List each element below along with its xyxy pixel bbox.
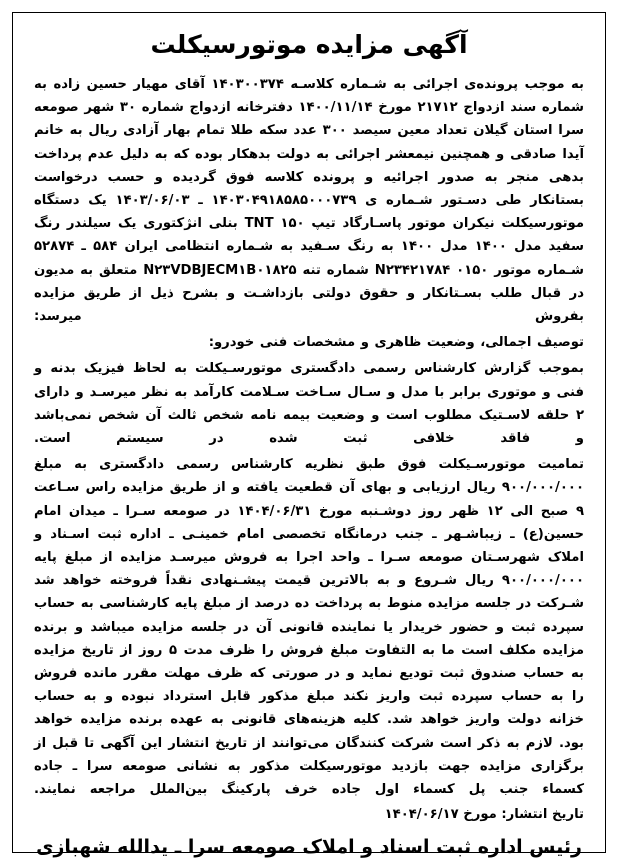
- paragraph-description-heading: توصیف اجمالی، وضعیت ظاهری و مشخصات فنی خودرو:: [208, 335, 584, 351]
- paragraph-technical-condition: بموجب گزارش کارشناس رسمی دادگستری موتورسـیکلت به لحاظ فیزیک بدنه و فنی و موتوری برابر با مدل و سـال سـاخت سـلامت کارآمد به نظر میرسـد و دارای ۲ حلقه لاسـتیک مطلوب است و وضعیت بیمه نامه شخص ثالث آن شخص نمی‌باشد و فاقد خلافی ثبت شده در سیستم است.: [34, 361, 584, 447]
- notice-body: [34, 73, 584, 801]
- paragraph-case-details: به موجب پرونده‌ی اجرائی به شـماره کلاسـه ۱۴۰۳۰۰۳۷۴ آقای مهیار حسین زاده به شماره سند ازدواج ۲۱۷۱۲ مورخ ۱۴۰۰/۱۱/۱۴ دفترخانه ازدواج شماره ۳۰ شهر صومعه سرا استان گیلان تعداد معین سیصد ۳۰۰ عدد سکه طلا تمام بهار آزادی ریال به خانم آیدا صادقی و همچنین نیمعشر اجرائی به دولت بدهکار بوده که به دلیل عدم پرداخت بدهی منجر به صدور اجرائیه و پرونده کلاسه فوق گردیده و حسب درخواست بستانکار طی دسـتور شـماره ی ۱۴۰۳۰۴۹۱۸۵۸۵۰۰۰۷۳۹ ـ ۱۴۰۳/۰۶/۰۳ یک دستگاه موتورسیکلت نیکران موتور پاسـارگاد تیپ TNT ۱۵۰ بنلی انژکتوری یک سیلندر رنگ سفید مدل ۱۴۰۰ مدل ۱۴۰۰ به رنگ سـفید به شـماره انتظامی ایران ۵۸۴ ـ ۵۲۸۷۴ شـماره موتور N۲۳۴۲۱۷۸۴ ۰۱۵۰ شماره تنه N۲۳VDBJECM۱B۰۱۸۲۵ متعلق به مدیون در قبال طلب بسـتانکار و حقوق دولتی بازداشـت و بشرح ذیل از طریق مزایده بفروش میرسد:: [34, 77, 585, 325]
- paragraph-auction-terms: تمامیت موتورسـیکلت فوق طبق نظریه کارشناس رسمی دادگستری به مبلغ ۹۰۰/۰۰۰/۰۰۰ ریال ارزیابی و بهای آن قطعیت یافته و از طریق مزایده راس سـاعت ۹ صبح الی ۱۲ ظهر روز دوشـنبه مورخ ۱۴۰۴/۰۶/۳۱ در صومعه سـرا ـ میدان امام حسین(ع) ـ زیباشـهر ـ جنب درمانگاه تخصصی امام خمینـی ـ اداره ثبت اسـناد و املاک شهرسـتان صومعه سـرا ـ واحد اجرا به فروش میرسـد مزایده از مبلغ پایه ۹۰۰/۰۰۰/۰۰۰ ریال شـروع و به بالاترین قیمت پیشـنهادی نقداً فروخته خواهد شد شـرکت در جلسه مزایده منوط به پرداخت ده درصد از مبلغ پایه کارشناسی به حساب سپرده ثبت و حضور خریدار یا نماینده قانونی آن در جلسه مزایده میباشد و برنده مزایده مکلف است ما به التفاوت مبلغ فروش را ظرف مدت ۵ روز از تاریخ مزایده به حساب صندوق ثبت تودیع نماید و در صورتی که ظرف مهلت مقرر مانده فروش را به حساب سپرده ثبت واریز نکند مبلغ مذکور قابل استرداد نبوده و به حساب خزانه دولت واریز خواهد شد. کلیه هزینه‌های قانونی به عهده برنده مزایده خواهد بود. لازم به ذکر است شرکت کنندگان می‌توانند از تاریخ انتشار این آگهی تا قبل از برگزاری مزایده جهت بازدید موتورسیکلت مذکور به نشانی صومعه سرا ـ جاده کسماء جنب پل کسماء اول جاده خرف پارکینگ بین‌الملل مراجعه نمایند.: [34, 457, 584, 798]
- document-content: [26, 24, 592, 858]
- page-title: آگهی مزایده موتورسیکلت: [150, 30, 468, 59]
- publish-date: تاریخ انتشار: مورخ ۱۴۰۴/۰۶/۱۷: [384, 807, 584, 823]
- signature-line: رئیس اداره ثبت اسناد و املاک صومعه سرا ـ یدالله شهبازی: [36, 836, 582, 859]
